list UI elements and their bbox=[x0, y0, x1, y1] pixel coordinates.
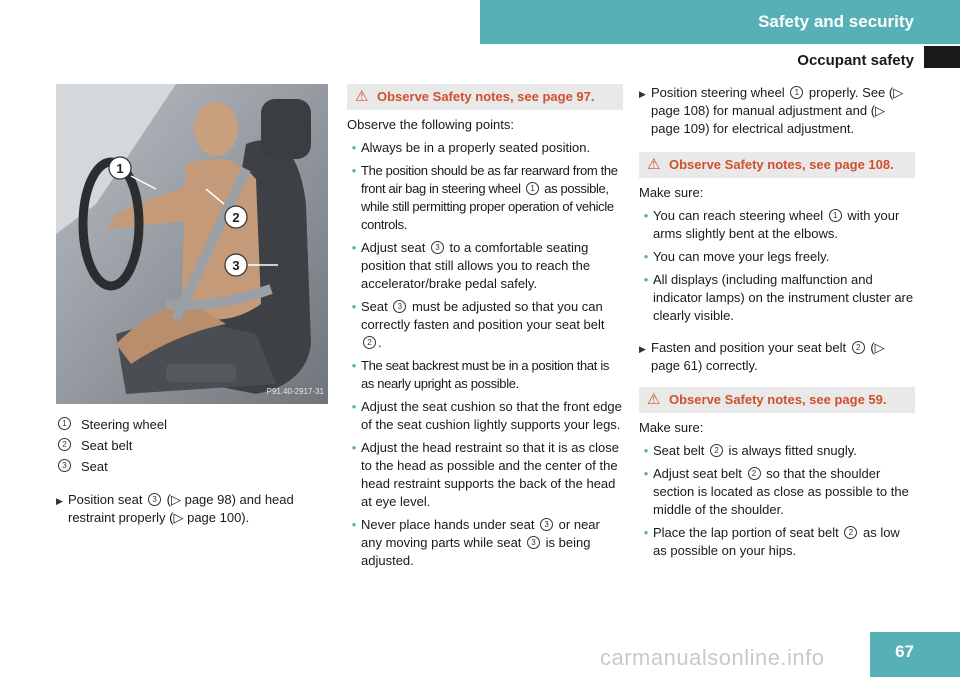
number-circle-icon: 3 bbox=[431, 241, 444, 254]
step-text: Position seat 3 (▷ page 98) and head restraint properly (▷ page 100). bbox=[68, 492, 294, 525]
legend-item bbox=[56, 414, 328, 435]
number-circle-icon: 1 bbox=[829, 209, 842, 222]
bullet-icon: • bbox=[351, 358, 357, 373]
step-arrow-icon: ▶ bbox=[56, 496, 63, 506]
warning-triangle-icon: ⚠ bbox=[647, 391, 661, 408]
bullet-icon: • bbox=[643, 272, 649, 287]
column-1 bbox=[56, 84, 328, 527]
warning-text: Observe Safety notes, see page 59. bbox=[669, 392, 887, 407]
warning-text: Observe Safety notes, see page 108. bbox=[669, 157, 894, 172]
number-circle-icon: 3 bbox=[148, 493, 161, 506]
list-item: • All displays (including malfunction and indicator lamps) on the instrument cluster are clearly visible. bbox=[639, 271, 915, 325]
bullet-icon: • bbox=[643, 249, 649, 264]
bullet-icon: • bbox=[351, 140, 357, 155]
warning-text: Observe Safety notes, see page 97. bbox=[377, 89, 595, 104]
list-item: • Adjust seat belt 2 so that the shoulder section is located as close as possible to the middle of the shoulder. bbox=[639, 465, 915, 519]
number-circle-icon: 3 bbox=[58, 459, 71, 472]
number-circle-icon: 2 bbox=[748, 467, 761, 480]
page-number: 67 bbox=[870, 632, 960, 677]
list-item: • You can reach steering wheel 1 with your arms slightly bent at the elbows. bbox=[639, 207, 915, 243]
number-circle-icon: 3 bbox=[393, 300, 406, 313]
instruction-step bbox=[56, 491, 328, 527]
legend-item bbox=[56, 435, 328, 456]
list-item: • Adjust the seat cushion so that the front edge of the seat cushion lightly supports your legs. bbox=[347, 398, 623, 434]
instruction-step: ▶ Fasten and position your seat belt 2 (▷ page 61) correctly. bbox=[639, 340, 885, 373]
safety-warning bbox=[639, 387, 915, 413]
list-item: • Seat 3 must be adjusted so that you can correctly fasten and position your seat belt 2 . bbox=[347, 298, 623, 352]
driver-illustration bbox=[56, 84, 328, 404]
instruction-step: ▶ Position steering wheel 1 properly. See (▷ page 108) for manual adjustment and (▷ page 109) for electrical adjustment. bbox=[639, 85, 904, 136]
chapter-tab bbox=[924, 46, 960, 68]
callout-2-label: 2 bbox=[232, 210, 240, 225]
column-3 bbox=[639, 84, 915, 560]
bullet-icon: • bbox=[351, 240, 357, 255]
list-item: • The seat backrest must be in a position that is as nearly upright as possible. bbox=[347, 357, 623, 393]
watermark: carmanualsonline.info bbox=[600, 645, 825, 670]
legend-label: Steering wheel bbox=[81, 416, 167, 432]
intro-text: Observe the following points: bbox=[347, 117, 514, 132]
column-2 bbox=[347, 84, 623, 570]
subsection-title: Occupant safety bbox=[797, 52, 914, 69]
list-item: • Adjust the head restraint so that it is as close to the head as possible and the center of the head restraint supports the back of the head at eye level. bbox=[347, 439, 623, 511]
make-sure-text: Make sure: bbox=[639, 420, 704, 435]
step-arrow-icon: ▶ bbox=[639, 344, 646, 354]
list-item: • Never place hands under seat 3 or near any moving parts while seat 3 is being adjusted. bbox=[347, 516, 623, 570]
bullet-icon: • bbox=[351, 440, 357, 455]
bullet-icon: • bbox=[643, 208, 649, 223]
list-item: • Place the lap portion of seat belt 2 as low as possible on your hips. bbox=[639, 524, 915, 560]
bullet-icon: • bbox=[643, 525, 649, 540]
bullet-icon: • bbox=[351, 399, 357, 414]
bullet-icon: • bbox=[643, 466, 649, 481]
bullet-icon: • bbox=[643, 443, 649, 458]
number-circle-icon: 2 bbox=[58, 438, 71, 451]
number-circle-icon: 1 bbox=[526, 182, 539, 195]
number-circle-icon: 3 bbox=[540, 518, 553, 531]
section-header bbox=[480, 0, 960, 44]
callout-3-label: 3 bbox=[232, 258, 240, 273]
number-circle-icon: 2 bbox=[844, 526, 857, 539]
seating-position-figure bbox=[56, 84, 328, 404]
list-item: • You can move your legs freely. bbox=[639, 248, 915, 266]
safety-warning bbox=[347, 84, 623, 110]
list-item: • Adjust seat 3 to a comfortable seating position that still allows you to reach the accelerator/brake pedal safely. bbox=[347, 239, 623, 293]
number-circle-icon: 1 bbox=[58, 417, 71, 430]
legend-label: Seat belt bbox=[81, 437, 133, 453]
legend-item bbox=[56, 456, 328, 477]
list-item: • Seat belt 2 is always fitted snugly. bbox=[639, 442, 915, 460]
callout-1-label: 1 bbox=[116, 161, 124, 176]
make-sure-text: Make sure: bbox=[639, 185, 704, 200]
safety-warning bbox=[639, 152, 915, 178]
bullet-icon: • bbox=[351, 163, 357, 178]
bullet-icon: • bbox=[351, 299, 357, 314]
bullet-icon: • bbox=[351, 517, 357, 532]
step-arrow-icon: ▶ bbox=[639, 89, 646, 99]
list-item: • Always be in a properly seated position. bbox=[347, 139, 623, 157]
list-item: • The position should be as far rearward from the front air bag in steering wheel 1 as possible, while still permitting proper operation of vehicle controls. bbox=[347, 162, 623, 234]
figure-code: P91.40-2917-31 bbox=[266, 387, 324, 396]
number-circle-icon: 1 bbox=[790, 86, 803, 99]
number-circle-icon: 3 bbox=[527, 536, 540, 549]
warning-triangle-icon: ⚠ bbox=[355, 88, 369, 105]
legend-label: Seat bbox=[81, 458, 108, 474]
figure-legend bbox=[56, 414, 328, 477]
section-title: Safety and security bbox=[758, 12, 914, 31]
number-circle-icon: 2 bbox=[852, 341, 865, 354]
number-circle-icon: 2 bbox=[710, 444, 723, 457]
warning-triangle-icon: ⚠ bbox=[647, 156, 661, 173]
number-circle-icon: 2 bbox=[363, 336, 376, 349]
